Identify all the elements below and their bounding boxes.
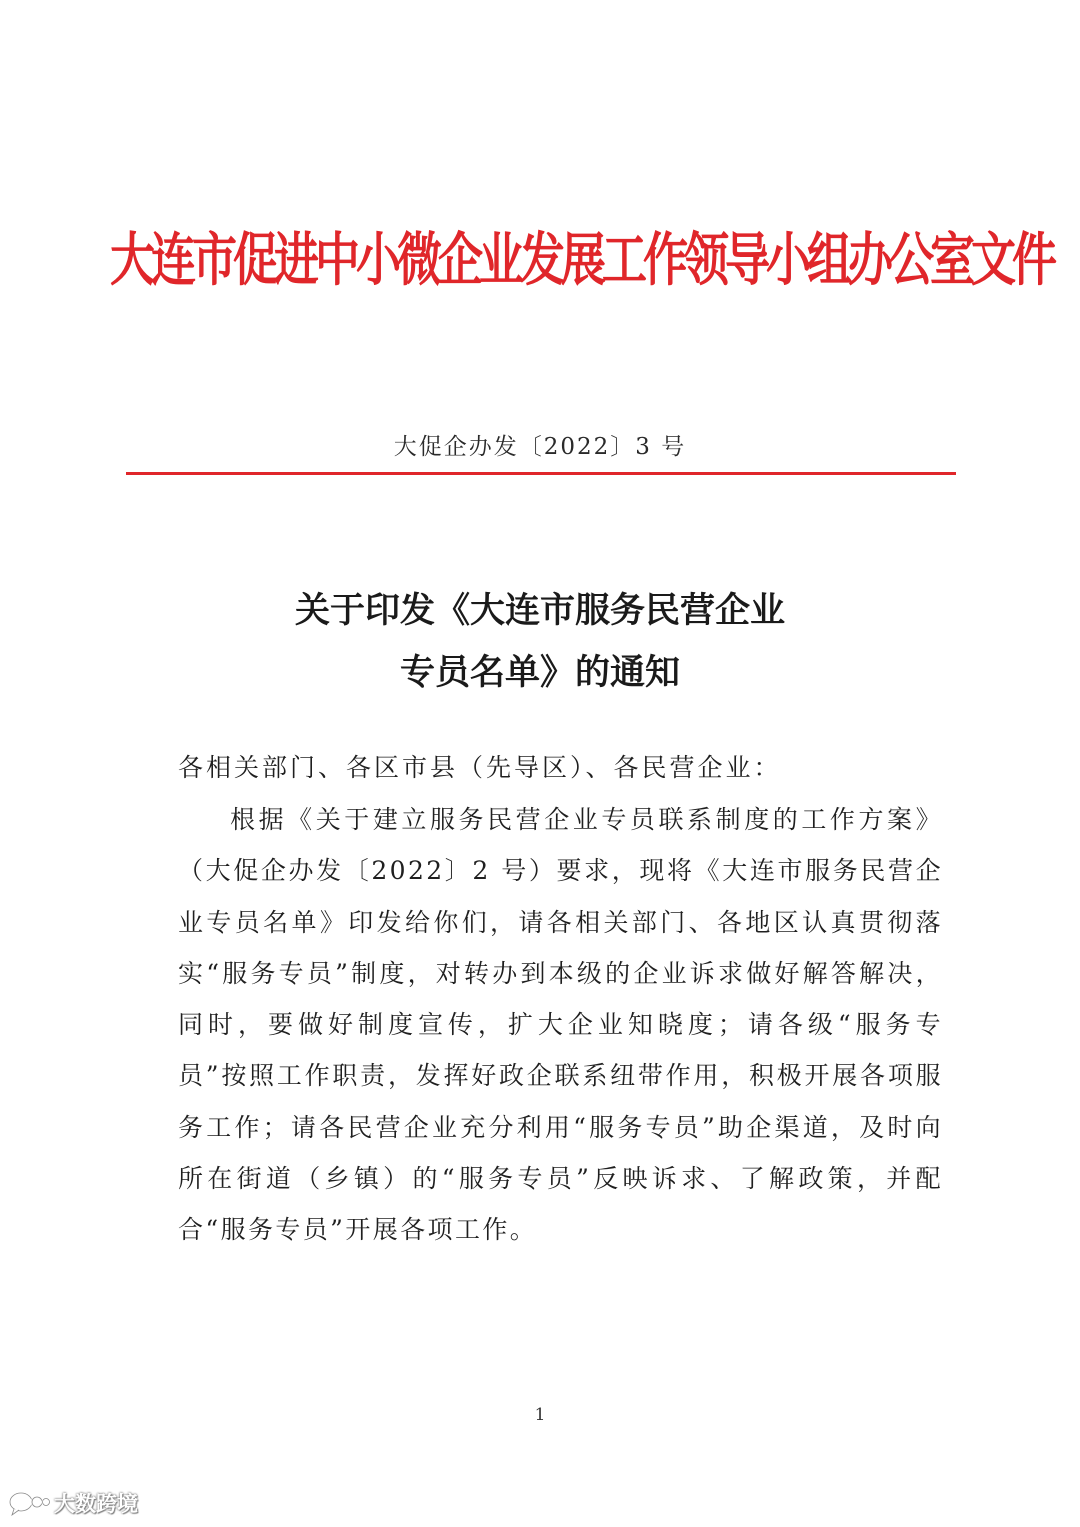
addressee-line: 各相关部门、各区市县（先导区）、各民营企业： <box>178 753 782 782</box>
notice-title-line-1: 关于印发《大连市服务民营企业 <box>294 590 785 631</box>
page-number: 1 <box>534 1405 546 1425</box>
document-issuer-title: 大连市促进中小微企业发展工作领导小组办公室文件 <box>110 225 1054 294</box>
chat-bubble-icon <box>8 1490 50 1516</box>
watermark-text: 大数跨境 <box>54 1492 138 1516</box>
body-paragraph: 根据《关于建立服务民营企业专员联系制度的工作方案》（大促企办发〔2022〕2 号）要求，现将《大连市服务民营企业专员名单》印发给你们，请各相关部门、各地区认真贯彻落实“服务专员”制度，对转办到本级的企业诉求做好解答解决，同时，要做好制度宣传，扩大企业知晓度；请各级“服务专员”按照工作职责，发挥好政企联系纽带作用，积极开展各项服务工作；请各民营企业充分利用“服务专员”助企渠道，及时向所在街道（乡镇）的“服务专员”反映诉求、了解政策，并配合“服务专员”开展各项工作。 <box>178 805 943 1245</box>
red-divider-line <box>126 472 956 475</box>
notice-title <box>110 580 970 704</box>
watermark <box>8 1488 138 1518</box>
notice-title-line-2: 专员名单》的通知 <box>399 652 680 693</box>
document-number: 大促企办发〔2022〕3 号 <box>393 434 687 460</box>
